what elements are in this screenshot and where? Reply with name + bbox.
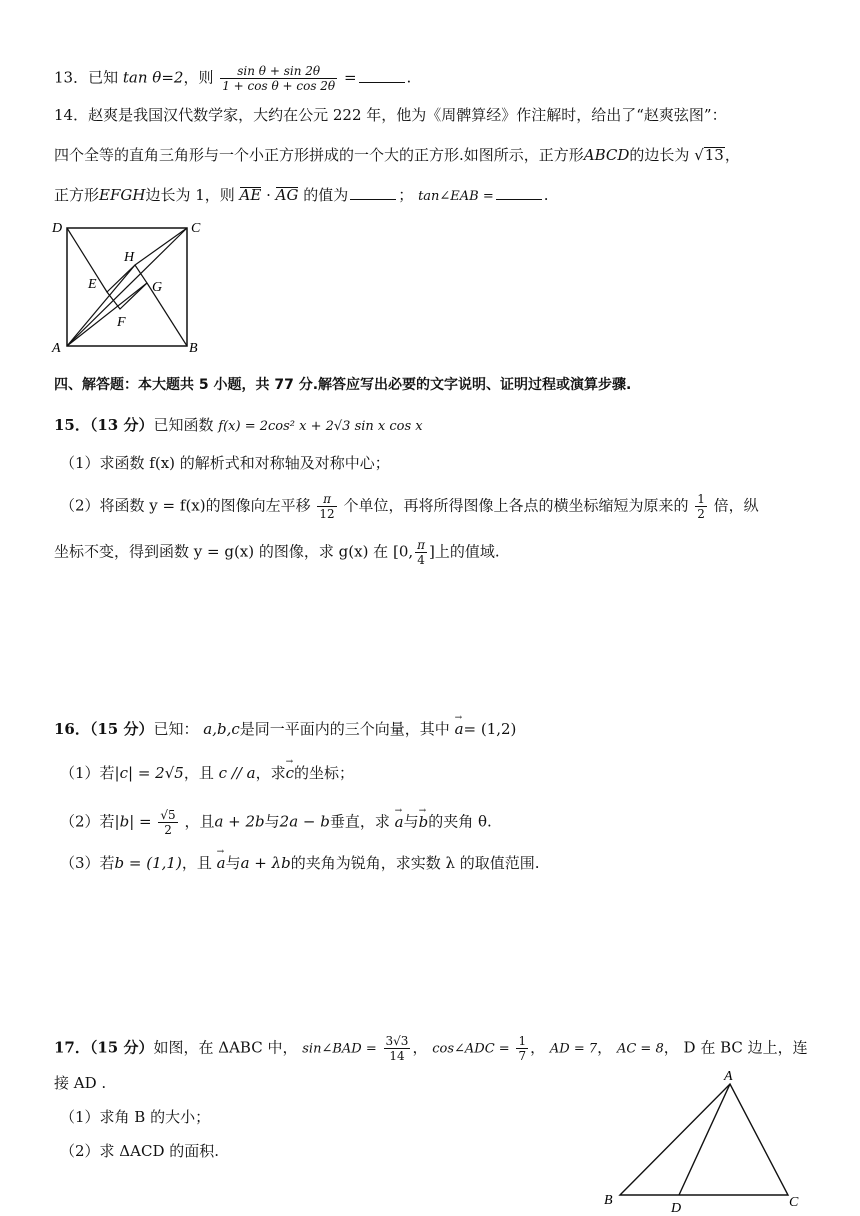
question-17-part1: （1）求角 B 的大小； bbox=[60, 1108, 211, 1126]
line-de bbox=[67, 228, 107, 292]
question-14-line2: 四个全等的直角三角形与一个小正方形拼成的一个大的正方形.如图所示，正方形ABCD的边长为 √13， bbox=[54, 146, 740, 164]
question-16-head: 16．（15 分）已知： a,b,c是同一平面内的三个向量，其中 → a= (1,2) bbox=[54, 718, 516, 740]
question-16-part3: （3）若b = (1,1)，且 → a与a + λb的夹角为锐角，求实数 λ 的取值范围. bbox=[60, 852, 540, 874]
label-d: D bbox=[671, 1201, 682, 1214]
line-ch bbox=[135, 228, 187, 265]
label-a: A bbox=[724, 1069, 733, 1084]
label-c: C bbox=[191, 221, 201, 236]
question-15-part2: （2）将函数 y = f(x)的图像向左平移 $\frac{\pi}{12}$ 个单位，再将所得图像上各点的横坐标缩短为原来的 $\frac{1}{2}$ 倍，纵 bbox=[60, 492, 759, 521]
question-15-part2-cont: 坐标不变，得到函数 y = g(x) 的图像，求 g(x) 在 [0, $\frac{\pi}{4}$ ]上的值域. bbox=[54, 538, 500, 567]
diagonal-ac bbox=[67, 228, 187, 346]
question-14-line3: 正方形EFGH边长为 1，则 AE · AG 的值为 ； tan∠EAB = . bbox=[54, 186, 549, 204]
question-17-line2: 接 AD . bbox=[54, 1074, 107, 1092]
label-b: B bbox=[604, 1193, 613, 1208]
question-13: 13．已知 tan θ=2，则 $\frac{\text{sin θ + sin 2θ}}{\text{1 + cos θ + cos 2θ}}$ = . bbox=[54, 64, 412, 93]
question-16-part1: （1）若|c| = 2√5，且 c // a，求→ c的坐标； bbox=[60, 762, 354, 784]
answer-blank[interactable] bbox=[496, 187, 542, 200]
section-heading: 四、解答题：本大题共 5 小题，共 77 分.解答应写出必要的文字说明、证明过程或演算步骤. bbox=[54, 377, 632, 393]
triangle-figure bbox=[600, 1068, 810, 1214]
answer-blank[interactable] bbox=[350, 187, 396, 200]
label-g: G bbox=[152, 280, 163, 295]
question-17-head: 17．（15 分）如图，在 ΔABC 中， sin∠BAD = $\frac{3√3}{14}$ ， cos∠ADC = $\frac{1}{7}$ ， AD = 7， AC = 8， D 在 BC 边上，连 bbox=[54, 1034, 808, 1063]
label-e: E bbox=[88, 277, 97, 292]
question-15-part1: （1）求函数 f(x) 的解析式和对称轴及对称中心； bbox=[60, 454, 390, 472]
question-17-part2: （2）求 ΔACD 的面积. bbox=[60, 1142, 220, 1160]
label-a: A bbox=[52, 341, 61, 356]
question-15-head: 15．（13 分）已知函数 f(x) = 2cos² x + 2√3 sin x cos x bbox=[54, 416, 423, 434]
question-14-line1: 14．赵爽是我国汉代数学家，大约在公元 222 年，他为《周髀算经》作注解时，给出了“赵爽弦图”： bbox=[54, 106, 727, 124]
line-ah bbox=[67, 265, 135, 346]
label-d: D bbox=[52, 221, 63, 236]
zhao-shuang-figure bbox=[50, 218, 210, 358]
label-c: C bbox=[789, 1195, 799, 1210]
label-h: H bbox=[124, 250, 135, 265]
label-f: F bbox=[117, 315, 126, 330]
label-b: B bbox=[189, 341, 198, 356]
segment-ad bbox=[679, 1084, 730, 1195]
answer-blank[interactable] bbox=[359, 70, 405, 83]
fraction: $\frac{\text{sin θ + sin 2θ}}{\text{1 + cos θ + cos 2θ}}$ bbox=[222, 64, 336, 93]
question-16-part2: （2）若|b| = $\frac{√5}{2}$ ，且a + 2b与2a − b垂直，求 → a与→ b的夹角 θ. bbox=[60, 808, 492, 837]
